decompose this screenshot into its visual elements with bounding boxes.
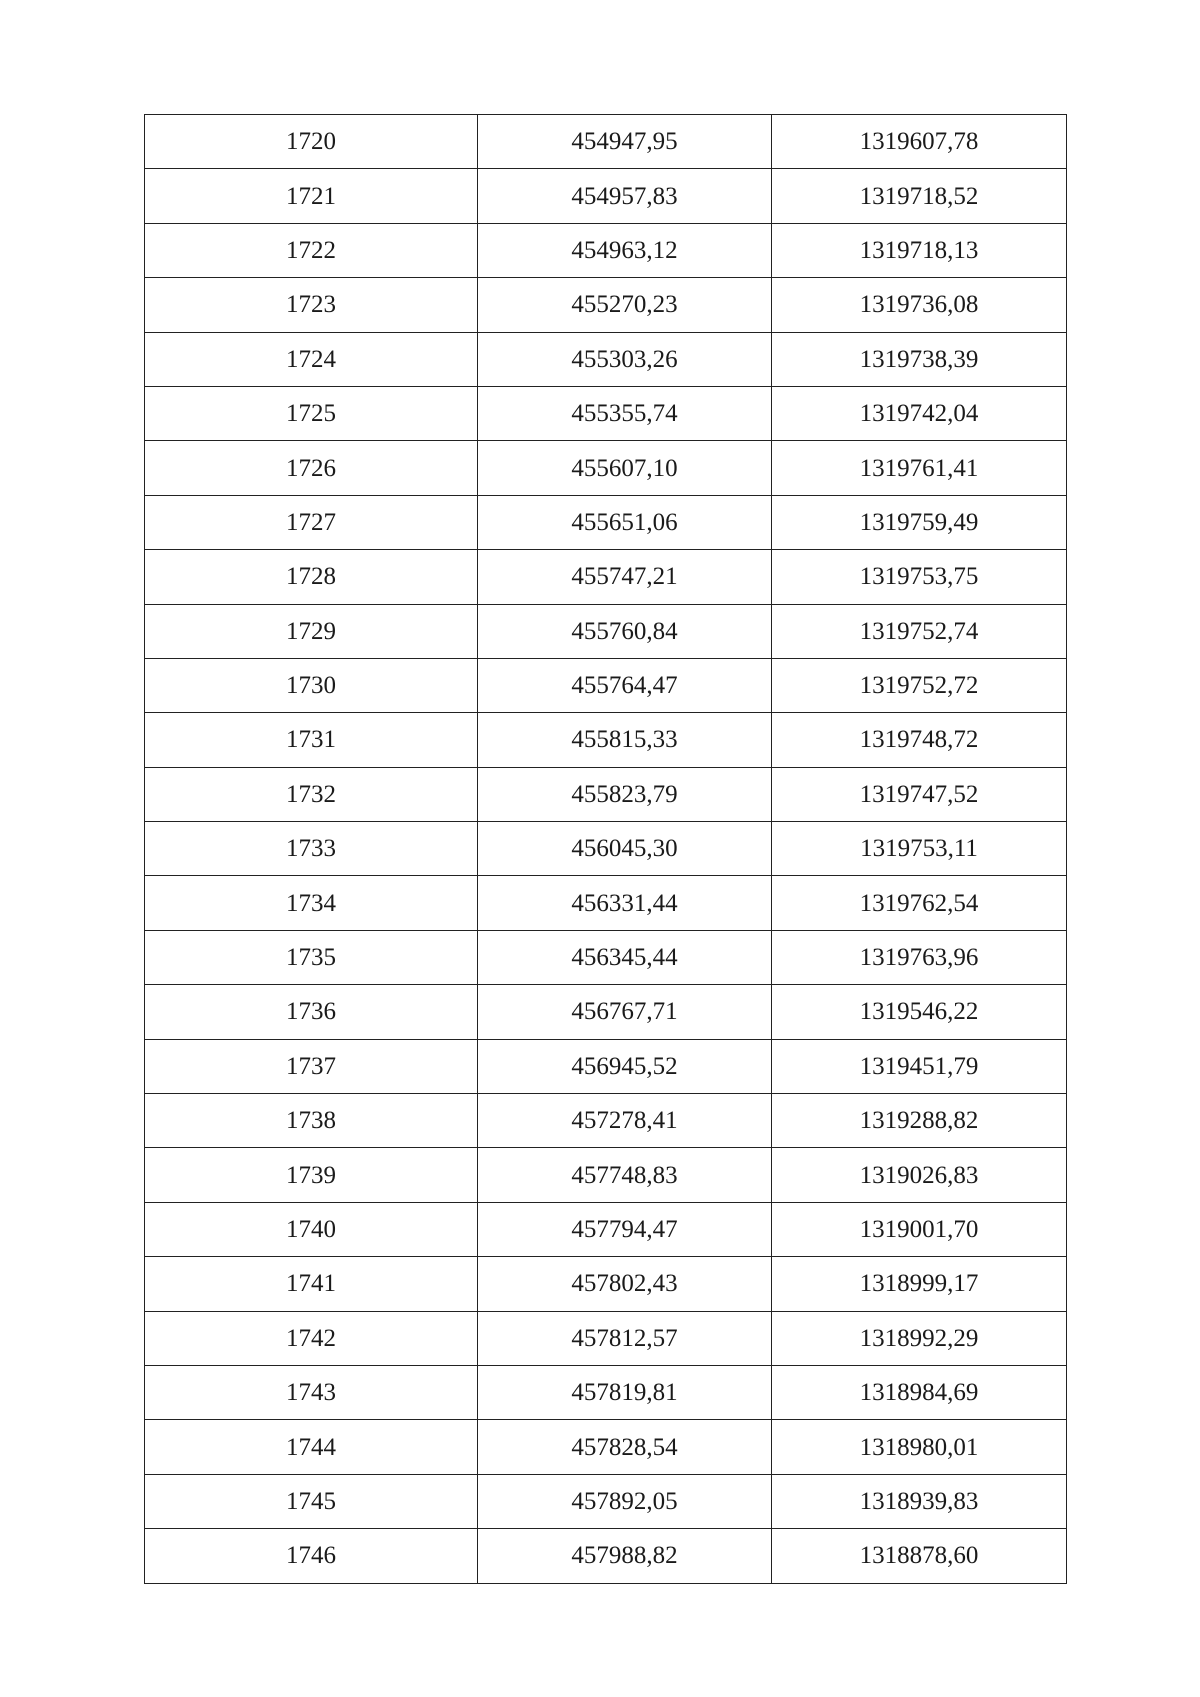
y-coordinate-cell: 1319026,83 (772, 1148, 1067, 1202)
point-number-cell: 1733 (145, 822, 478, 876)
x-coordinate-cell: 454963,12 (478, 223, 772, 277)
x-coordinate-cell: 457988,82 (478, 1529, 772, 1583)
table-row (145, 332, 1067, 386)
x-coordinate-cell: 455651,06 (478, 495, 772, 549)
x-coordinate-cell: 457802,43 (478, 1257, 772, 1311)
point-number-cell: 1741 (145, 1257, 478, 1311)
x-coordinate-cell: 455764,47 (478, 658, 772, 712)
y-coordinate-cell: 1319001,70 (772, 1202, 1067, 1256)
point-number-cell: 1745 (145, 1474, 478, 1528)
point-number-cell: 1727 (145, 495, 478, 549)
y-coordinate-cell: 1319747,52 (772, 767, 1067, 821)
point-number-cell: 1721 (145, 169, 478, 223)
point-number-cell: 1739 (145, 1148, 478, 1202)
y-coordinate-cell: 1319752,74 (772, 604, 1067, 658)
y-coordinate-cell: 1319718,52 (772, 169, 1067, 223)
point-number-cell: 1732 (145, 767, 478, 821)
table-row (145, 930, 1067, 984)
y-coordinate-cell: 1319761,41 (772, 441, 1067, 495)
x-coordinate-cell: 457892,05 (478, 1474, 772, 1528)
point-number-cell: 1728 (145, 550, 478, 604)
table-row (145, 985, 1067, 1039)
y-coordinate-cell: 1319753,75 (772, 550, 1067, 604)
y-coordinate-cell: 1318992,29 (772, 1311, 1067, 1365)
x-coordinate-cell: 456045,30 (478, 822, 772, 876)
point-number-cell: 1720 (145, 115, 478, 169)
x-coordinate-cell: 457828,54 (478, 1420, 772, 1474)
point-number-cell: 1723 (145, 278, 478, 332)
x-coordinate-cell: 457794,47 (478, 1202, 772, 1256)
table-row (145, 550, 1067, 604)
x-coordinate-cell: 456767,71 (478, 985, 772, 1039)
y-coordinate-cell: 1319763,96 (772, 930, 1067, 984)
table-row (145, 1474, 1067, 1528)
point-number-cell: 1743 (145, 1365, 478, 1419)
table-row (145, 658, 1067, 712)
x-coordinate-cell: 456345,44 (478, 930, 772, 984)
y-coordinate-cell: 1318984,69 (772, 1365, 1067, 1419)
coordinates-table-body (145, 115, 1067, 1584)
table-row (145, 1148, 1067, 1202)
table-row (145, 495, 1067, 549)
table-row (145, 876, 1067, 930)
x-coordinate-cell: 455303,26 (478, 332, 772, 386)
point-number-cell: 1734 (145, 876, 478, 930)
point-number-cell: 1724 (145, 332, 478, 386)
x-coordinate-cell: 457278,41 (478, 1094, 772, 1148)
x-coordinate-cell: 455607,10 (478, 441, 772, 495)
x-coordinate-cell: 457819,81 (478, 1365, 772, 1419)
table-row (145, 604, 1067, 658)
point-number-cell: 1730 (145, 658, 478, 712)
table-row (145, 441, 1067, 495)
y-coordinate-cell: 1319759,49 (772, 495, 1067, 549)
point-number-cell: 1740 (145, 1202, 478, 1256)
table-row (145, 767, 1067, 821)
x-coordinate-cell: 456331,44 (478, 876, 772, 930)
table-row (145, 223, 1067, 277)
y-coordinate-cell: 1319718,13 (772, 223, 1067, 277)
point-number-cell: 1744 (145, 1420, 478, 1474)
point-number-cell: 1735 (145, 930, 478, 984)
y-coordinate-cell: 1319607,78 (772, 115, 1067, 169)
point-number-cell: 1731 (145, 713, 478, 767)
x-coordinate-cell: 455760,84 (478, 604, 772, 658)
y-coordinate-cell: 1319742,04 (772, 386, 1067, 440)
table-row (145, 713, 1067, 767)
x-coordinate-cell: 455747,21 (478, 550, 772, 604)
y-coordinate-cell: 1319738,39 (772, 332, 1067, 386)
table-row (145, 1420, 1067, 1474)
y-coordinate-cell: 1319736,08 (772, 278, 1067, 332)
x-coordinate-cell: 455270,23 (478, 278, 772, 332)
point-number-cell: 1737 (145, 1039, 478, 1093)
y-coordinate-cell: 1319753,11 (772, 822, 1067, 876)
x-coordinate-cell: 455355,74 (478, 386, 772, 440)
x-coordinate-cell: 457812,57 (478, 1311, 772, 1365)
y-coordinate-cell: 1319288,82 (772, 1094, 1067, 1148)
point-number-cell: 1729 (145, 604, 478, 658)
point-number-cell: 1725 (145, 386, 478, 440)
y-coordinate-cell: 1318980,01 (772, 1420, 1067, 1474)
table-row (145, 386, 1067, 440)
y-coordinate-cell: 1319762,54 (772, 876, 1067, 930)
y-coordinate-cell: 1318939,83 (772, 1474, 1067, 1528)
y-coordinate-cell: 1319546,22 (772, 985, 1067, 1039)
table-row (145, 822, 1067, 876)
x-coordinate-cell: 456945,52 (478, 1039, 772, 1093)
table-row (145, 1039, 1067, 1093)
y-coordinate-cell: 1318999,17 (772, 1257, 1067, 1311)
y-coordinate-cell: 1319451,79 (772, 1039, 1067, 1093)
point-number-cell: 1738 (145, 1094, 478, 1148)
y-coordinate-cell: 1319748,72 (772, 713, 1067, 767)
y-coordinate-cell: 1318878,60 (772, 1529, 1067, 1583)
table-row (145, 1094, 1067, 1148)
x-coordinate-cell: 455815,33 (478, 713, 772, 767)
point-number-cell: 1742 (145, 1311, 478, 1365)
point-number-cell: 1722 (145, 223, 478, 277)
table-row (145, 1202, 1067, 1256)
point-number-cell: 1736 (145, 985, 478, 1039)
coordinates-table (144, 114, 1067, 1584)
point-number-cell: 1726 (145, 441, 478, 495)
x-coordinate-cell: 455823,79 (478, 767, 772, 821)
table-row (145, 169, 1067, 223)
table-row (145, 1311, 1067, 1365)
table-row (145, 1365, 1067, 1419)
table-row (145, 278, 1067, 332)
y-coordinate-cell: 1319752,72 (772, 658, 1067, 712)
table-row (145, 1529, 1067, 1583)
x-coordinate-cell: 457748,83 (478, 1148, 772, 1202)
point-number-cell: 1746 (145, 1529, 478, 1583)
table-row (145, 115, 1067, 169)
table-row (145, 1257, 1067, 1311)
x-coordinate-cell: 454947,95 (478, 115, 772, 169)
x-coordinate-cell: 454957,83 (478, 169, 772, 223)
